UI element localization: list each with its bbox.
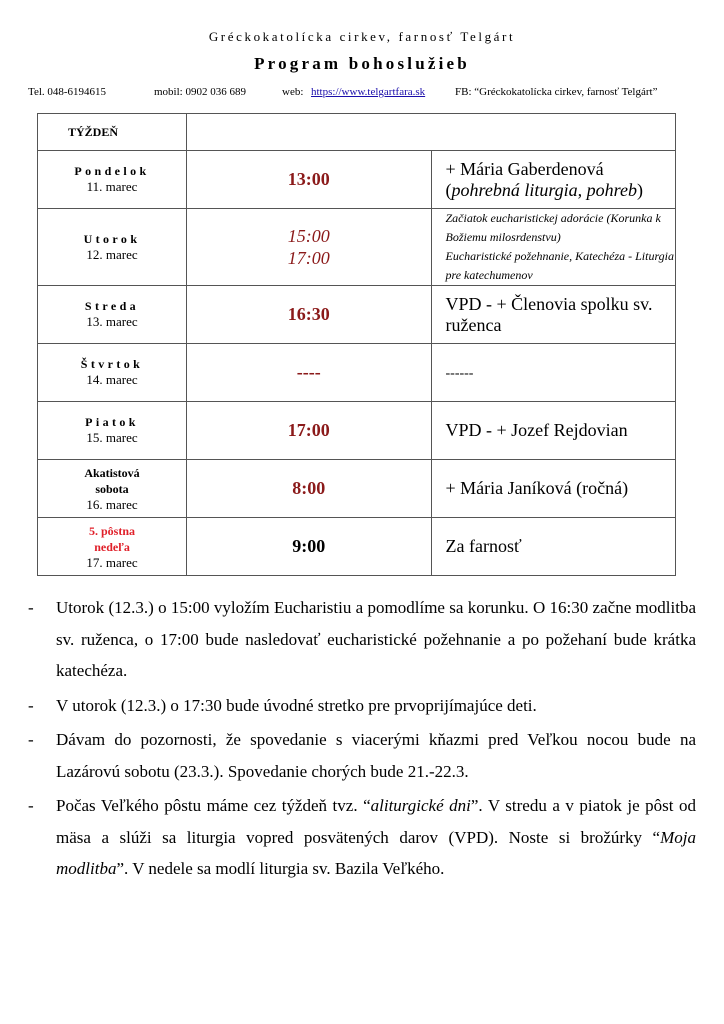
list-item [28,724,696,787]
service-time: 17:00 [287,420,330,440]
description-cell [431,518,676,576]
description-text: + Mária Gaberdenová ( [445,158,604,200]
description-cell [431,460,676,518]
announcement-part: ”. V stredu a v piatok je pôst od mäsa a slúži sa liturgia vopred posvätených darov (VPD). Noste si brožúrky “ [56,796,696,847]
mobile-number: mobil: 0902 036 689 [154,86,246,98]
table-row [38,518,676,576]
day-name: Akatistová [84,465,140,480]
announcement-text: Utorok (12.3.) o 15:00 vyložím Eucharistiu a pomodlíme sa korunku. O 16:30 začne modlitba sv. ruženca, o 17:00 bude nasledovať eucharistické požehnanie a po požehaní bude krátka katechéza. [56,598,696,680]
service-description: + Mária Janíková (ročná) [445,478,629,498]
day-name: Streda [84,299,140,313]
day-name: Pondelok [74,164,150,178]
time-cell [187,518,432,576]
service-description: Začiatok eucharistickej adorácie (Korunka k Božiemu milosrdenstvu) [445,211,661,244]
day-name: 5. pôstna [88,523,135,538]
day-date: 11. marec [86,179,138,194]
service-time: 16:30 [287,304,330,324]
table-row [38,402,676,460]
description-cell [431,209,676,286]
page-title: Program bohoslužieb [254,54,470,73]
day-date: 13. marec [86,314,138,329]
announcement-text: Dávam do pozornosti, že spovedanie s viacerými kňazmi pred Veľkou nocou bude na Lazárovú sobotu (23.3.). Spovedanie chorých bude 21.-22.3. [56,730,696,781]
day-name: nedeľa [94,539,130,554]
bullet-dash: - [28,598,34,617]
list-item [28,790,696,885]
schedule-table [37,113,676,576]
table-row [38,209,676,286]
service-description: Za farnosť [445,536,522,556]
service-time: 17:00 [287,248,330,268]
day-date: 16. marec [86,496,138,512]
day-date: 14. marec [86,372,138,387]
description-cell [431,286,676,344]
phone-number: Tel. 048-6194615 [28,86,107,98]
day-cell [38,344,187,402]
table-row [38,151,676,209]
day-cell [38,209,187,286]
contact-line [28,86,708,100]
table-row [38,460,676,518]
announcement-text: V utorok (12.3.) o 17:30 bude úvodné stretko pre prvoprijímajúce deti. [56,695,537,715]
time-cell [187,344,432,402]
table-row [38,286,676,344]
day-name: Utorok [83,231,141,246]
service-description: Eucharistické požehnanie, Katechéza - Liturgia pre katechumenov [445,249,675,282]
facebook-info: FB: “Gréckokatolícka cirkev, farnosť Telgárt” [455,86,658,98]
day-date: 17. marec [86,554,138,570]
description-cell [431,344,676,402]
time-cell [187,460,432,518]
service-description: ------ [445,365,474,381]
table-header-row [38,114,676,151]
announcements-list [28,592,696,888]
web-label: web: [282,86,304,98]
organization-name: Gréckokatolícka cirkev, farnosť Telgárt [208,29,516,44]
day-date: 12. marec [86,246,138,262]
day-cell [38,460,187,518]
day-cell [38,151,187,209]
day-cell [38,286,187,344]
day-name: Štvrtok [80,357,144,371]
time-cell [187,402,432,460]
day-name: sobota [95,481,129,496]
week-value-cell [187,114,676,151]
announcement-italic: aliturgické dni [370,796,471,815]
announcement-italic: Moja modlitba [56,827,696,878]
announcement-text [56,790,696,885]
bullet-dash: - [28,695,34,715]
announcement-part: ”. V nedele sa modlí liturgia sv. Bazila Veľkého. [116,859,445,878]
service-description: VPD - + Členovia spolku sv. ruženca [445,293,653,335]
description-text-end: ) [637,179,643,200]
time-cell [187,209,432,286]
service-time: 9:00 [292,536,326,556]
table-row [38,344,676,402]
bullet-dash: - [28,730,34,749]
description-cell [431,151,676,209]
service-time: 8:00 [292,478,326,498]
list-item [28,592,696,687]
description-cell [431,402,676,460]
description-italic: pohrebná liturgia, pohreb [451,179,637,200]
day-cell [38,518,187,576]
service-time: ---- [296,362,321,382]
time-cell [187,151,432,209]
day-date: 15. marec [86,430,138,445]
announcement-part: Počas Veľkého pôstu máme cez týždeň tvz. “ [56,796,371,815]
bullet-dash: - [28,796,34,815]
week-label: TÝŽDEŇ [38,114,187,151]
list-item [28,690,696,722]
service-time: 13:00 [287,169,330,189]
website-link[interactable]: https://www.telgartfara.sk [311,86,426,98]
day-name: Piatok [85,415,139,429]
day-cell [38,402,187,460]
service-description [446,159,644,200]
time-cell [187,286,432,344]
service-time: 15:00 [287,226,330,246]
service-description: VPD - + Jozef Rejdovian [445,420,628,440]
